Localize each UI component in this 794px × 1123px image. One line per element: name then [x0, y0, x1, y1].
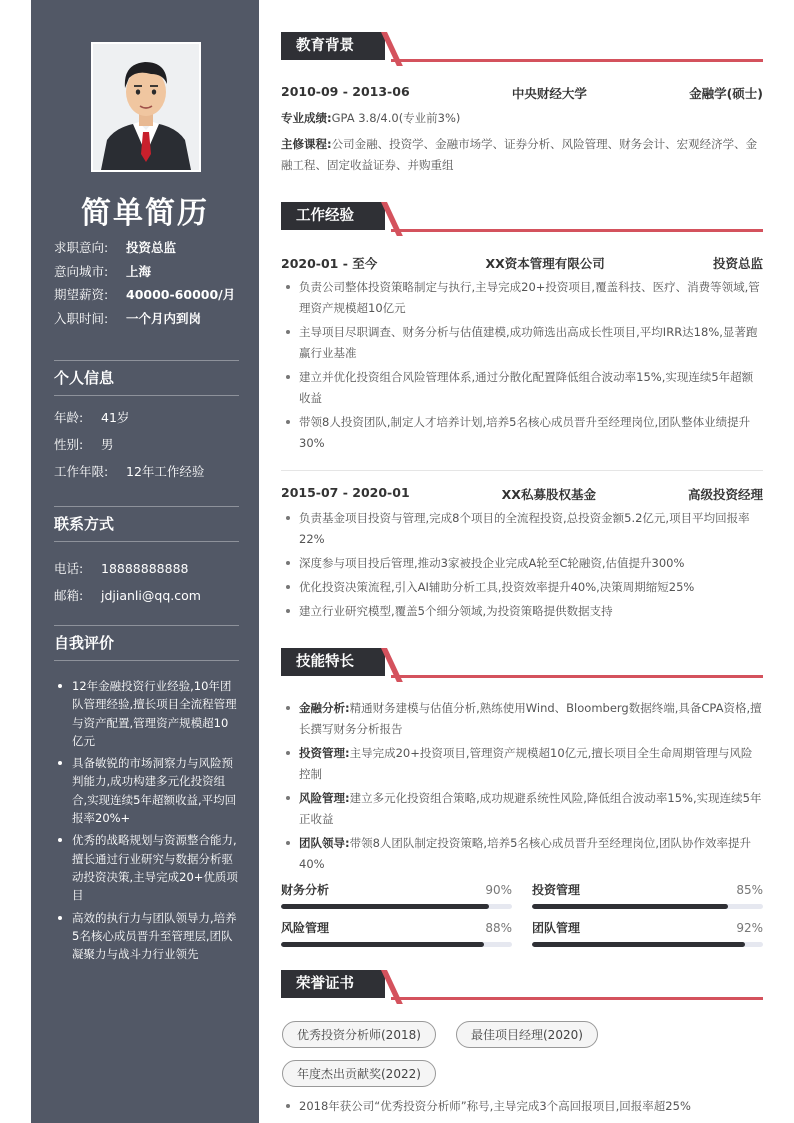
info-value: 男: [101, 437, 114, 452]
section-title: 工作经验: [281, 202, 385, 230]
list-item: 12年金融投资行业经验,10年团队管理经验,擅长项目全流程管理与资产配置,管理资产规模超10亿元: [54, 677, 239, 750]
info-label: 年龄:: [54, 410, 84, 425]
intent-label: 期望薪资:: [54, 287, 109, 302]
list-item: [281, 698, 763, 740]
self-evaluation-section: [54, 625, 239, 967]
certificate-tag: 优秀投资分析师(2018): [282, 1021, 436, 1048]
info-row: [54, 458, 239, 485]
skill-bar-label: 财务分析: [281, 883, 330, 897]
skill-bar-fill: [532, 904, 728, 909]
contact-section: [54, 506, 239, 609]
avatar-portrait: [93, 44, 199, 170]
skill-bar-fill: [532, 942, 745, 947]
certificate-tag: 最佳项目经理(2020): [456, 1021, 598, 1048]
accent-line: [391, 59, 763, 62]
personal-info-section: [54, 360, 239, 485]
section-title: 荣誉证书: [281, 970, 385, 998]
skill-bar-track: [281, 942, 512, 947]
intent-value: 40000-60000/月: [126, 287, 236, 302]
school-name: 中央财经大学: [511, 86, 587, 101]
skill-label: 投资管理:: [299, 746, 350, 760]
accent-line: [391, 675, 763, 678]
list-item: 主导项目尽职调查、财务分析与估值建模,成功筛选出高成长性项目,平均IRR达18%,显著跑赢行业基准: [281, 322, 763, 364]
intent-row: [54, 260, 244, 284]
phone-value: 18888888888: [101, 561, 189, 576]
intent-label: 求职意向:: [54, 240, 109, 255]
list-item: [281, 788, 763, 830]
list-item: 优化投资决策流程,引入AI辅助分析工具,投资效率提升40%,决策周期缩短25%: [281, 577, 763, 598]
divider: [281, 470, 763, 471]
courses-label: 主修课程:: [281, 137, 332, 151]
job-bullets: [281, 508, 763, 625]
job-date: 2020-01 - 至今: [281, 256, 378, 271]
job-role: 高级投资经理: [687, 487, 763, 502]
intent-value: 一个月内到岗: [126, 310, 202, 326]
skill-bar-percent: 85%: [736, 883, 763, 897]
list-item: 深度参与项目投后管理,推动3家被投企业完成A轮至C轮融资,估值提升300%: [281, 553, 763, 574]
intent-row: [54, 236, 244, 260]
intent-row: [54, 307, 244, 331]
contact-row: [54, 582, 239, 609]
skill-bar-label: 投资管理: [532, 883, 581, 897]
honors-bullets: [281, 1096, 763, 1120]
contact-label: 邮箱:: [54, 588, 84, 603]
company-name: XX资本管理有限公司: [485, 256, 605, 271]
courses-line: [281, 134, 763, 176]
job-entry-header: [281, 485, 763, 503]
skill-bar-track: [532, 904, 763, 909]
list-item: 建立并优化投资组合风险管理体系,通过分散化配置降低组合波动率15%,实现连续5年超额收益: [281, 367, 763, 409]
gpa-line: [281, 108, 763, 129]
company-name: XX私募股权基金: [501, 487, 596, 502]
evaluation-list: [54, 677, 239, 963]
work-header: [281, 202, 763, 232]
job-bullets: [281, 277, 763, 457]
skill-bar-label: 团队管理: [532, 921, 581, 935]
contact-label: 电话:: [54, 561, 84, 576]
honors-header: [281, 970, 763, 1000]
section-title: 教育背景: [281, 32, 385, 60]
skill-bar-fill: [281, 942, 484, 947]
info-row: [54, 431, 239, 458]
skill-bar-percent: 92%: [736, 921, 763, 935]
list-item: 高效的执行力与团队领导力,培养5名核心成员晋升至管理层,团队凝聚力与战斗力行业领先: [54, 909, 239, 964]
job-role: 投资总监: [712, 256, 763, 271]
skill-bar-track: [532, 942, 763, 947]
section-title: 技能特长: [281, 648, 385, 676]
profile-photo: [91, 42, 201, 172]
education-header: [281, 32, 763, 62]
education-date: 2010-09 - 2013-06: [281, 84, 410, 99]
skill-desc: 带领8人团队制定投资策略,培养5名核心成员晋升至经理岗位,团队协作效率提升40%: [299, 836, 752, 871]
list-item: 负责公司整体投资策略制定与执行,主导完成20+投资项目,覆盖科技、医疗、消费等领域,管理资产规模超10亿元: [281, 277, 763, 319]
list-item: [281, 833, 763, 875]
degree: 金融学(硕士): [689, 86, 763, 101]
skill-bar: [532, 882, 763, 909]
main-content: [281, 0, 763, 1123]
list-item: 负责基金项目投资与管理,完成8个项目的全流程投资,总投资金额5.2亿元,项目平均回报率22%: [281, 508, 763, 550]
resume-title: 简单简历: [81, 196, 209, 231]
intent-value: 投资总监: [126, 240, 177, 255]
info-value: 41岁: [101, 410, 130, 425]
email-value: jdjianli@qq.com: [101, 588, 201, 603]
skill-bar: [281, 882, 512, 909]
contact-row: [54, 555, 239, 582]
info-value: 12年工作经验: [126, 464, 205, 479]
courses-value: 公司金融、投资学、金融市场学、证券分析、风险管理、财务会计、宏观经济学、金融工程、固定收益证券、并购重组: [281, 137, 758, 172]
skill-bar-percent: 90%: [485, 883, 512, 897]
accent-line: [391, 997, 763, 1000]
gpa-value: GPA 3.8/4.0(专业前3%): [331, 111, 461, 125]
skill-bar: [532, 920, 763, 947]
section-title: 个人信息: [54, 360, 239, 396]
intent-row: [54, 283, 244, 307]
list-item: 建立行业研究模型,覆盖5个细分领域,为投资策略提供数据支持: [281, 601, 763, 622]
section-title: 联系方式: [54, 506, 239, 542]
skill-bar-track: [281, 904, 512, 909]
skill-bar-fill: [281, 904, 489, 909]
education-entry-header: [281, 84, 763, 102]
intent-value: 上海: [126, 263, 152, 279]
gpa-label: 专业成绩:: [281, 111, 332, 125]
list-item: [281, 743, 763, 785]
accent-line: [391, 229, 763, 232]
list-item: 2018年获公司“优秀投资分析师”称号,主导完成3个高回报项目,回报率超25%: [281, 1096, 763, 1117]
intent-label: 入职时间:: [54, 310, 109, 326]
skills-bullets: [281, 698, 763, 878]
job-intent: [54, 236, 244, 330]
list-item: 具备敏锐的市场洞察力与风险预判能力,成功构建多元化投资组合,实现连续5年超额收益,平均回报率20%+: [54, 754, 239, 827]
skill-bar-percent: 88%: [485, 921, 512, 935]
skill-label: 金融分析:: [299, 701, 350, 715]
list-item: 带领8人投资团队,制定人才培养计划,培养5名核心成员晋升至经理岗位,团队整体业绩提升30%: [281, 412, 763, 454]
job-date: 2015-07 - 2020-01: [281, 485, 410, 500]
skill-bar: [281, 920, 512, 947]
skill-desc: 建立多元化投资组合策略,成功规避系统性风险,降低组合波动率15%,实现连续5年正收益: [299, 791, 762, 826]
sidebar: [31, 0, 259, 1123]
section-title: 自我评价: [54, 625, 239, 661]
skill-desc: 精通财务建模与估值分析,熟练使用Wind、Bloomberg数据终端,具备CPA资格,擅长撰写财务分析报告: [299, 701, 762, 736]
skill-bar-label: 风险管理: [281, 921, 330, 935]
skills-header: [281, 648, 763, 678]
info-row: [54, 404, 239, 431]
skill-label: 团队领导:: [299, 836, 350, 850]
job-entry-header: [281, 254, 763, 272]
info-label: 工作年限:: [54, 464, 109, 479]
skill-label: 风险管理:: [299, 791, 350, 805]
list-item: 优秀的战略规划与资源整合能力,擅长通过行业研究与数据分析驱动投资决策,主导完成20+优质项目: [54, 831, 239, 904]
certificate-tag: 年度杰出贡献奖(2022): [282, 1060, 436, 1087]
skill-desc: 主导完成20+投资项目,管理资产规模超10亿元,擅长项目全生命周期管理与风险控制: [299, 746, 753, 781]
intent-label: 意向城市:: [54, 263, 109, 279]
info-label: 性别:: [54, 437, 84, 452]
